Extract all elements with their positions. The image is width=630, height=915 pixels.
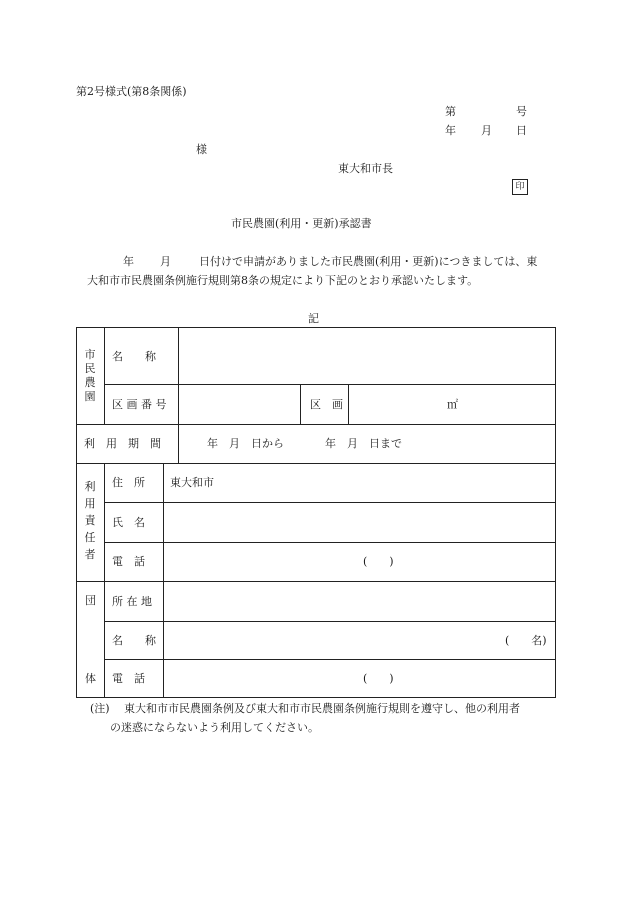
area-label: 区 画 bbox=[310, 398, 343, 411]
rule-h1 bbox=[104, 384, 556, 385]
rule-h4 bbox=[104, 502, 556, 503]
rule-h7 bbox=[104, 621, 556, 622]
rule-h8 bbox=[104, 659, 556, 660]
doc-number-label: 第 bbox=[445, 105, 456, 118]
seal-box bbox=[512, 179, 528, 195]
period-label: 利 用 期 間 bbox=[84, 437, 161, 450]
body-year: 年 bbox=[123, 255, 134, 268]
garden-char-1: 市 bbox=[84, 348, 96, 361]
org-phone-label: 電 話 bbox=[112, 672, 145, 685]
org-location-label: 所 在 地 bbox=[112, 595, 152, 608]
org-group-top: 団 bbox=[85, 594, 96, 607]
body-line2: 大和市市民農園条例施行規則第8条の規定により下記のとおり承認いたします。 bbox=[87, 274, 479, 287]
rule-v-plot1 bbox=[300, 384, 301, 424]
address-value: 東大和市 bbox=[170, 476, 214, 489]
note-line1: 東大和市市民農園条例及び東大和市市民農園条例施行規則を遵守し、他の利用者 bbox=[124, 702, 520, 715]
org-phone-paren: ( ) bbox=[363, 672, 394, 685]
issuer-name: 東大和市長 bbox=[338, 162, 393, 175]
phone-paren: ( ) bbox=[363, 555, 394, 568]
plot-number-label: 区 画 番 号 bbox=[112, 398, 167, 411]
phone-label: 電 話 bbox=[112, 555, 145, 568]
ki-label: 記 bbox=[308, 312, 319, 325]
rule-h6 bbox=[77, 581, 556, 582]
rule-v-label bbox=[178, 328, 179, 463]
responsible-group-label bbox=[83, 481, 97, 566]
rule-h3 bbox=[77, 463, 556, 464]
note-line2: の迷惑にならないよう利用してください。 bbox=[110, 721, 319, 734]
date-year: 年 bbox=[445, 124, 456, 137]
resp-char-5: 者 bbox=[84, 548, 96, 561]
period-to: 年 月 日まで bbox=[325, 437, 402, 450]
org-count-paren: ( 名) bbox=[505, 634, 547, 647]
resp-char-4: 任 bbox=[84, 531, 96, 544]
garden-group-label bbox=[83, 349, 97, 405]
note-prefix: (注) bbox=[90, 702, 110, 715]
rule-v-label2 bbox=[163, 463, 164, 698]
rule-v-plot2 bbox=[348, 384, 349, 424]
period-from: 年 月 日から bbox=[207, 437, 284, 450]
seal-text: 印 bbox=[515, 182, 525, 192]
rule-v-group bbox=[104, 463, 105, 698]
rule-h2 bbox=[77, 424, 556, 425]
org-group-bottom: 体 bbox=[85, 672, 96, 685]
resp-char-2: 用 bbox=[84, 497, 96, 510]
rule-h5 bbox=[104, 542, 556, 543]
address-label: 住 所 bbox=[112, 476, 145, 489]
person-name-label: 氏 名 bbox=[112, 516, 145, 529]
garden-char-4: 園 bbox=[84, 390, 96, 403]
date-month: 月 bbox=[481, 124, 492, 137]
date-day: 日 bbox=[516, 124, 527, 137]
org-name-label: 名 称 bbox=[112, 634, 156, 647]
document-title: 市民農園(利用・更新)承認書 bbox=[231, 217, 372, 230]
resp-char-3: 責 bbox=[84, 514, 96, 527]
garden-char-2: 民 bbox=[84, 362, 96, 375]
form-number: 第2号様式(第8条関係) bbox=[76, 85, 187, 98]
approval-table bbox=[76, 327, 556, 698]
body-month: 月 bbox=[160, 255, 171, 268]
resp-char-1: 利 bbox=[84, 480, 96, 493]
doc-number-suffix: 号 bbox=[516, 105, 527, 118]
area-unit: ㎡ bbox=[447, 398, 458, 411]
garden-name-label: 名 称 bbox=[112, 350, 156, 363]
body-line1: 日付けで申請がありました市民農園(利用・更新)につきましては、東 bbox=[199, 255, 538, 268]
addressee-honorific: 様 bbox=[196, 143, 207, 156]
rule-v-garden bbox=[104, 328, 105, 424]
garden-char-3: 農 bbox=[84, 376, 96, 389]
